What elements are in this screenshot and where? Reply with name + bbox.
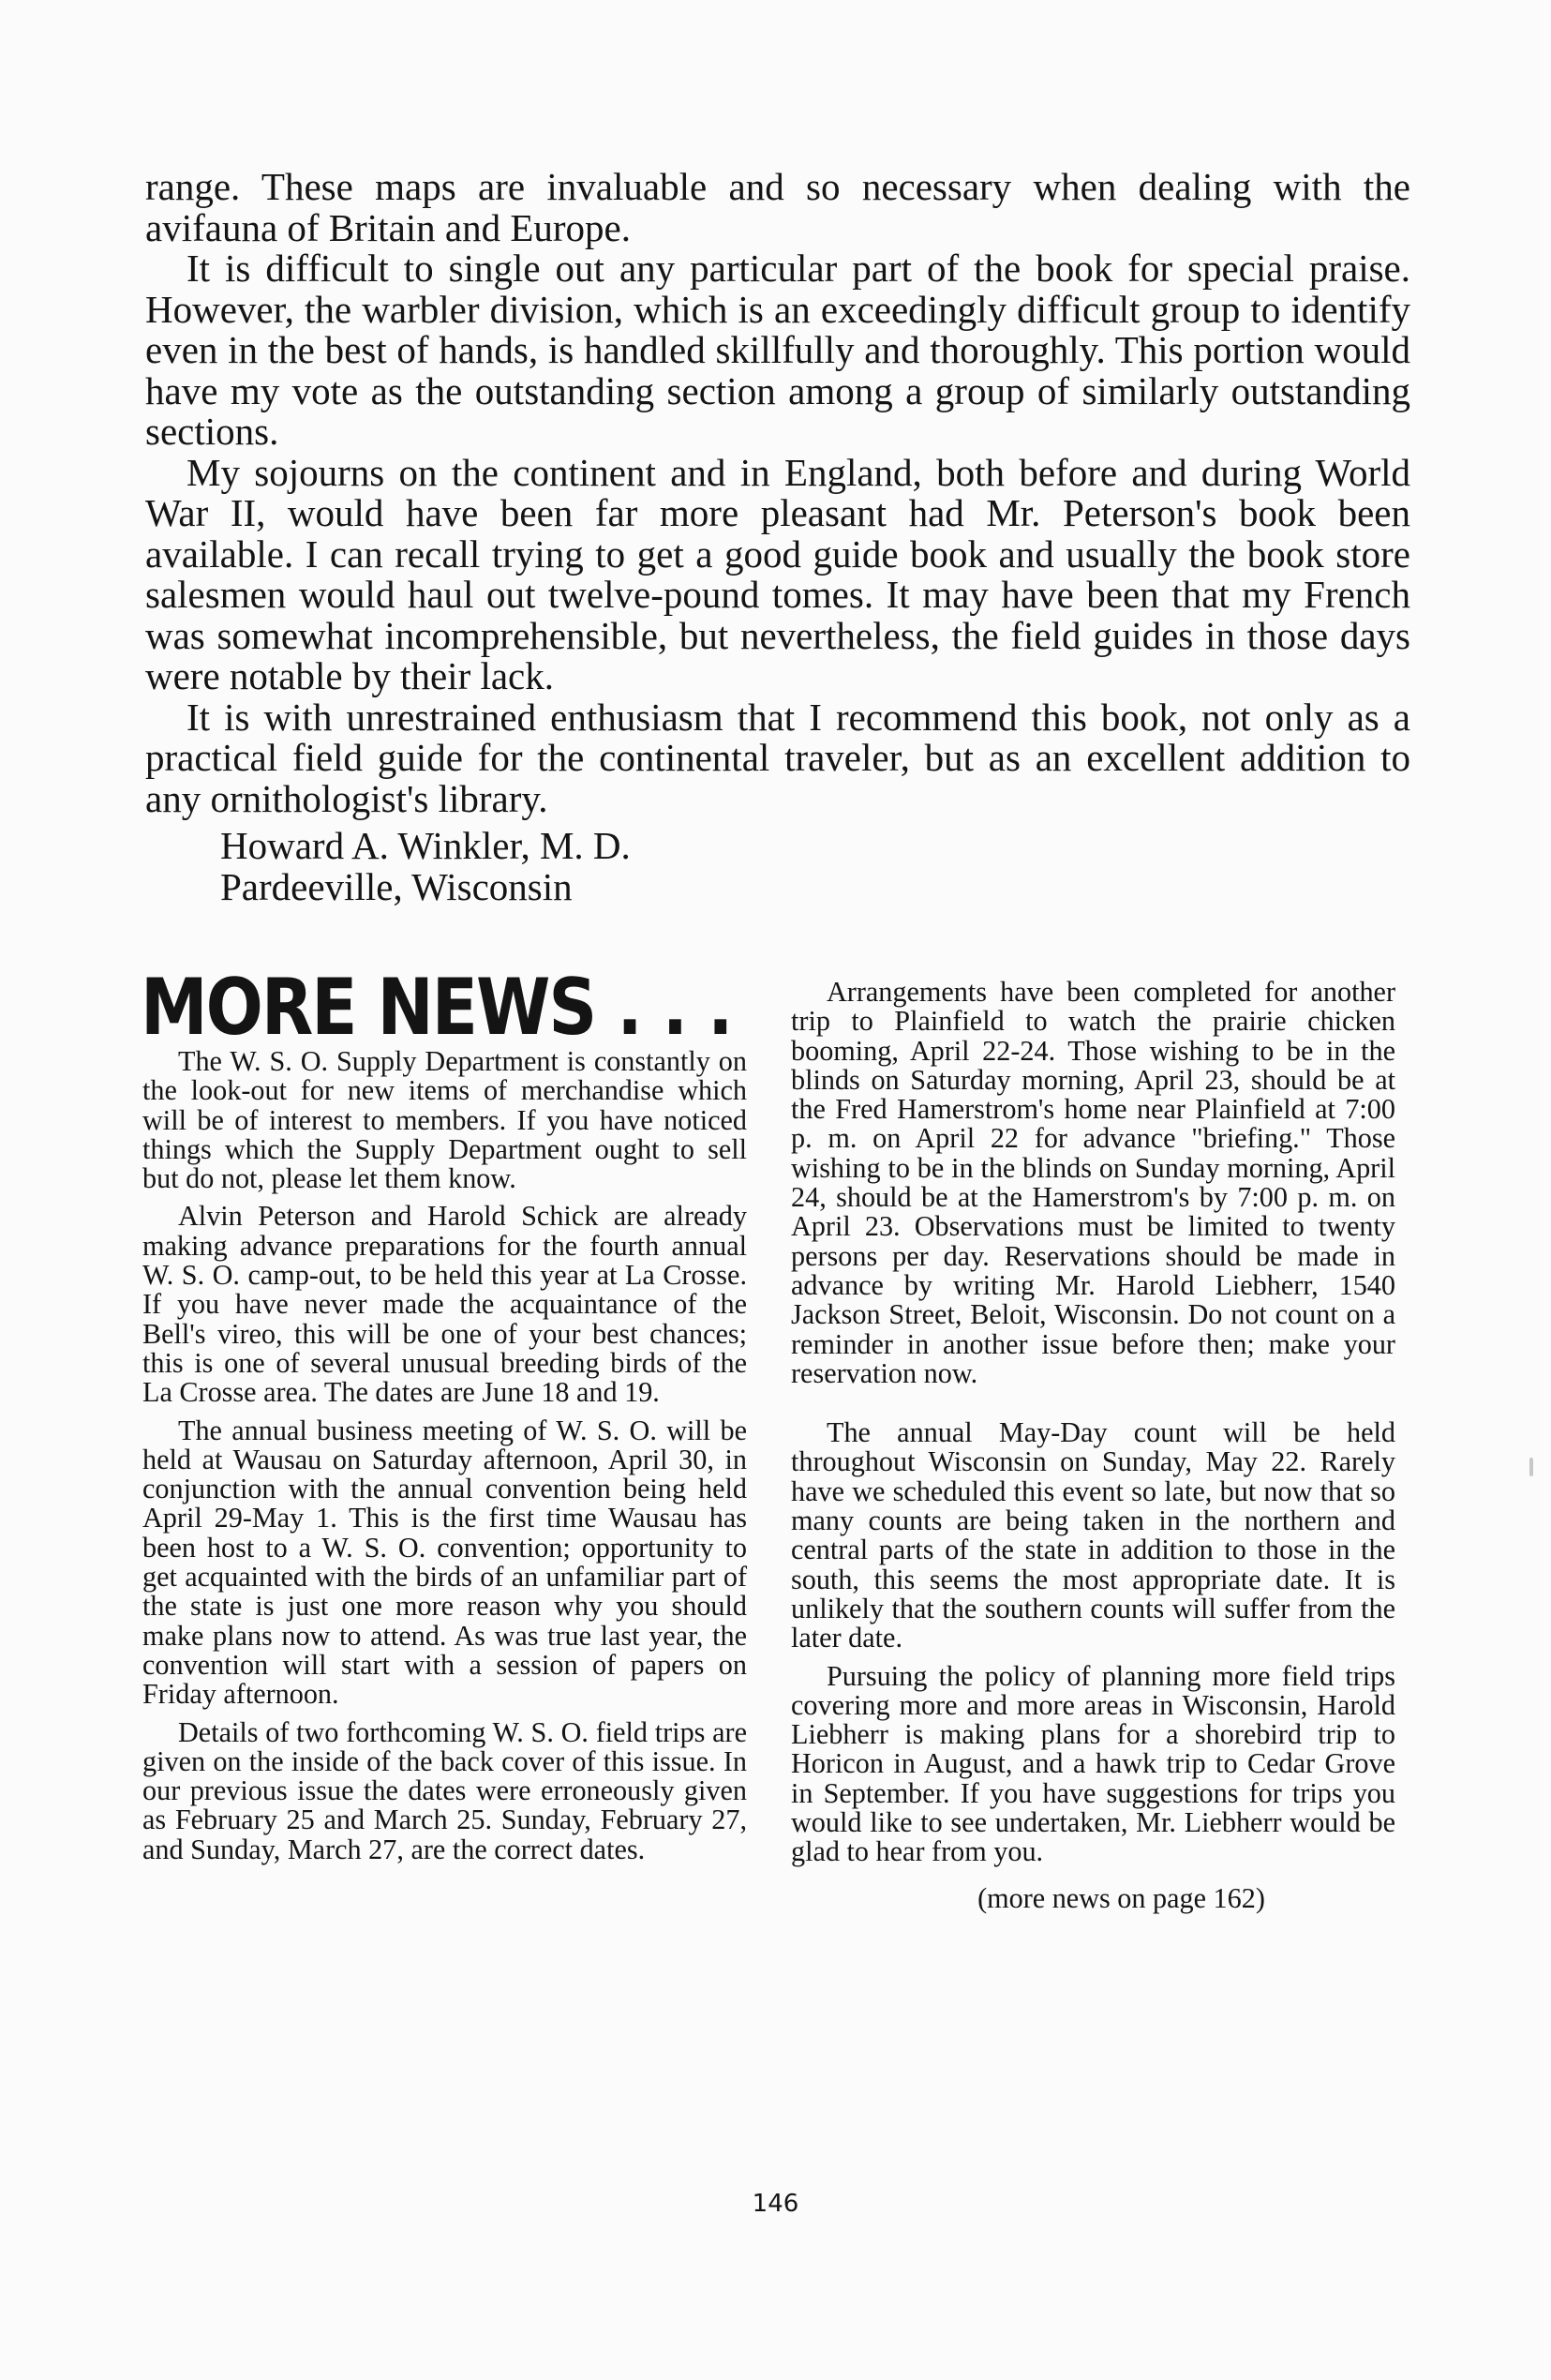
news-item: Arrangements have been completed for another trip to Plainfield to watch the prairie chicken booming, April 22-24. Those wishing to be in the blinds on Saturday morning, April 23, should be at the Fred Hamerstrom's home near Plainfield at 7:00 p. m. on April 22 for advance "briefing." Those wishing to be in the blinds on Sunday morning, April 24, should be at the Hamerstrom's by 7:00 p. m. on April 23. Observations must be limited to twenty persons per day. Reservations should be made in advance by writing Mr. Harold Liebherr, 1540 Jackson Street, Beloit, Wisconsin. Do not count on a reminder in another issue before then; make your reservation now. <box>791 976 1395 1389</box>
news-item: Pursuing the policy of planning more field trips covering more and more areas in Wisconsin, Harold Liebherr is making plans for a shorebird trip to Horicon in August, and a hawk trip to Cedar Grove in September. If you have suggestions for trips you would like to see undertaken, Mr. Liebherr would be glad to hear from you. <box>791 1659 1395 1868</box>
news-item: Alvin Peterson and Harold Schick are already making advance preparations for the fourth annual W. S. O. camp-out, to be held this year at La Crosse. If you have never made the acquaintance of the Bell's vireo, this will be one of your best chances; this is one of several unusual breeding birds of the La Crosse area. The dates are June 18 and 19. <box>142 1200 747 1409</box>
reviewer-name: Howard A. Winkler, M. D. <box>220 824 631 867</box>
page-number: 146 <box>752 2190 799 2218</box>
review-paragraph: range. These maps are invaluable and so necessary when dealing with the avifauna of Britain and Europe. <box>145 165 1410 249</box>
news-item: The W. S. O. Supply Department is constantly on the look-out for new items of merchandise which will be of interest to members. If you have noticed things which the Supply Department ought to sell but do not, please let them know. <box>142 1045 747 1195</box>
continued-note: (more news on page 162) <box>977 1881 1265 1914</box>
more-news-heading: MORE NEWS . . . <box>141 961 732 1053</box>
book-review-text <box>145 167 1410 907</box>
news-column-left <box>142 1047 747 1864</box>
review-paragraph: It is difficult to single out any particular part of the book for special praise. However, the warbler division, which is an exceedingly difficult group to identify even in the best of hands, is handled skillfully and thoroughly. This portion would have my vote as the outstanding section among a group of similarly outstanding sections. <box>145 247 1410 453</box>
news-item: The annual May-Day count will be held throughout Wisconsin on Sunday, May 22. Rarely have we scheduled this event so late, but now that so many counts are being taken in the northern and central parts of the state in addition to those in the south, this seems the most appropriate date. It is unlikely that the southern counts will suffer from the later date. <box>791 1416 1395 1654</box>
reviewer-signature <box>220 825 1410 907</box>
scan-mark <box>1529 1458 1533 1476</box>
review-paragraph: My sojourns on the continent and in England, both before and during World War II, would have been far more pleasant had Mr. Peterson's book been available. I can recall trying to get a good guide book and usually the book store salesmen would haul out twelve-pound tomes. It may have been that my French was somewhat incomprehensible, but nevertheless, the field guides in those days were notable by their lack. <box>145 450 1410 697</box>
review-paragraph: It is with unrestrained enthusiasm that I recommend this book, not only as a practical field guide for the continental traveler, but as an excellent addition to any ornithologist's library. <box>145 695 1410 820</box>
news-item: The annual business meeting of W. S. O. will be held at Wausau on Saturday afternoon, April 30, in conjunction with the annual convention being held April 29-May 1. This is the first time Wausau has been host to a W. S. O. convention; opportunity to get acquainted with the birds of an unfamiliar part of the state is just one more reason why you should make plans now to attend. As was true last year, the convention will start with a session of papers on Friday afternoon. <box>142 1414 747 1711</box>
news-column-right <box>791 978 1395 1913</box>
reviewer-location: Pardeeville, Wisconsin <box>220 865 573 908</box>
news-item: Details of two forthcoming W. S. O. field trips are given on the inside of the back cover of this issue. In our previous issue the dates were erroneously given as February 25 and March 25. Sunday, February 27, and Sunday, March 27, are the correct dates. <box>142 1715 747 1865</box>
